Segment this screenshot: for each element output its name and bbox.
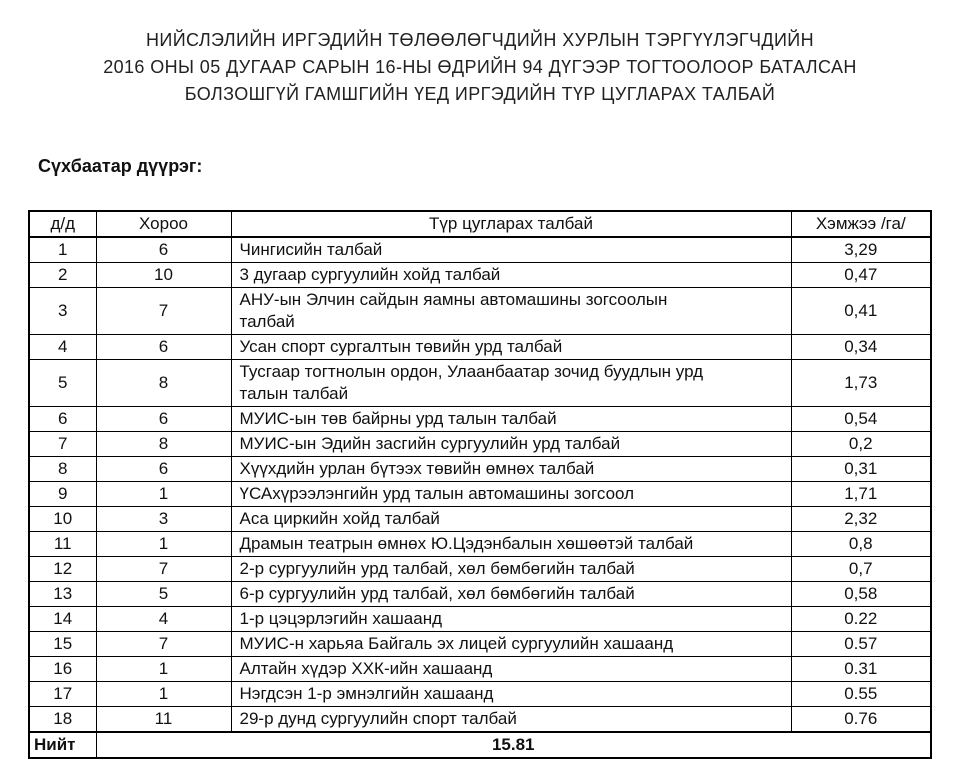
district-heading: Сүхбаатар дүүрэг: [38,156,203,176]
cell-area-name: МУИС-ын Эдийн засгийн сургуулийн урд талбай [231,432,791,457]
cell-size: 3,29 [791,237,931,263]
cell-khoroo: 6 [96,237,231,263]
cell-index: 3 [29,288,96,335]
cell-index: 6 [29,407,96,432]
header-khoroo: Хороо [96,211,231,237]
cell-size: 0,41 [791,288,931,335]
cell-khoroo: 8 [96,360,231,407]
cell-khoroo: 6 [96,335,231,360]
cell-size: 0,34 [791,335,931,360]
cell-index: 17 [29,682,96,707]
cell-index: 12 [29,557,96,582]
cell-area-name: 2-р сургуулийн урд талбай, хөл бөмбөгийн талбай [231,557,791,582]
cell-area-name: Алтайн хүдэр ХХК-ийн хашаанд [231,657,791,682]
cell-size: 0,8 [791,532,931,557]
cell-size: 0,7 [791,557,931,582]
table-total-row [29,732,931,758]
cell-area-name: Усан спорт сургалтын төвийн урд талбай [231,335,791,360]
title-line-3: БОЛЗОШГҮЙ ГАМШГИЙН ҮЕД ИРГЭДИЙН ТҮР ЦУГЛАРАХ ТАЛБАЙ [184,84,776,104]
cell-khoroo: 1 [96,532,231,557]
cell-index: 9 [29,482,96,507]
title-line-2: 2016 ОНЫ 05 ДУГААР САРЫН 16-НЫ ӨДРИЙН 94 ДҮГЭЭР ТОГТООЛООР БАТАЛСАН [103,57,857,77]
cell-khoroo: 11 [96,707,231,733]
cell-area-name: 6-р сургуулийн урд талбай, хөл бөмбөгийн талбай [231,582,791,607]
total-value: 15.81 [96,732,931,758]
table-row [29,557,931,582]
cell-area-name: 3 дугаар сургуулийн хойд талбай [231,263,791,288]
cell-khoroo: 6 [96,457,231,482]
cell-khoroo: 8 [96,432,231,457]
table-row [29,288,931,335]
title-line-1: НИЙСЛЭЛИЙН ИРГЭДИЙН ТӨЛӨӨЛӨГЧДИЙН ХУРЛЫН ТЭРГҮҮЛЭГЧДИЙН [145,30,815,50]
cell-index: 11 [29,532,96,557]
cell-khoroo: 1 [96,482,231,507]
table-row [29,657,931,682]
cell-index: 2 [29,263,96,288]
table-row [29,263,931,288]
cell-area-name: Драмын театрын өмнөх Ю.Цэдэнбалын хөшөөтэй талбай [231,532,791,557]
cell-index: 7 [29,432,96,457]
cell-size: 0,54 [791,407,931,432]
cell-size: 0.57 [791,632,931,657]
cell-area-name: МУИС-н харьяа Байгаль эх лицей сургуулийн хашаанд [231,632,791,657]
cell-index: 5 [29,360,96,407]
cell-khoroo: 7 [96,557,231,582]
table-row [29,457,931,482]
cell-khoroo: 5 [96,582,231,607]
table-row [29,407,931,432]
table-row [29,507,931,532]
assembly-areas-table [28,210,932,759]
cell-area-name: 1-р цэцэрлэгийн хашаанд [231,607,791,632]
cell-khoroo: 6 [96,407,231,432]
table-row [29,532,931,557]
table-row [29,682,931,707]
table-row [29,607,931,632]
cell-size: 0.22 [791,607,931,632]
cell-khoroo: 7 [96,288,231,335]
table-row [29,482,931,507]
cell-index: 8 [29,457,96,482]
document-title [0,0,960,108]
cell-area-name: 29-р дунд сургуулийн спорт талбай [231,707,791,733]
cell-area-name: Аса циркийн хойд талбай [231,507,791,532]
cell-size: 0,31 [791,457,931,482]
cell-area-name: ҮСАхүрээлэнгийн урд талын автомашины зогсоол [231,482,791,507]
table-row [29,707,931,733]
cell-index: 4 [29,335,96,360]
total-label: Нийт [29,732,96,758]
cell-size: 0.76 [791,707,931,733]
cell-area-name: Тусгаар тогтнолын ордон, Улаанбаатар зочид буудлын урд талын талбай [231,360,791,407]
cell-khoroo: 4 [96,607,231,632]
table-row [29,335,931,360]
cell-khoroo: 10 [96,263,231,288]
cell-area-name: МУИС-ын төв байрны урд талын талбай [231,407,791,432]
table-row [29,360,931,407]
table-header-row [29,211,931,237]
cell-size: 0,47 [791,263,931,288]
cell-size: 1,71 [791,482,931,507]
cell-index: 10 [29,507,96,532]
table-row [29,237,931,263]
cell-index: 16 [29,657,96,682]
cell-area-name: АНУ-ын Элчин сайдын яамны автомашины зогсоолын талбай [231,288,791,335]
cell-index: 18 [29,707,96,733]
cell-size: 1,73 [791,360,931,407]
cell-area-name: Чингисийн талбай [231,237,791,263]
cell-size: 0,2 [791,432,931,457]
cell-size: 0.55 [791,682,931,707]
cell-khoroo: 3 [96,507,231,532]
cell-area-name: Нэгдсэн 1-р эмнэлгийн хашаанд [231,682,791,707]
cell-khoroo: 1 [96,682,231,707]
cell-index: 15 [29,632,96,657]
cell-index: 1 [29,237,96,263]
header-index: д/д [29,211,96,237]
table-row [29,582,931,607]
cell-size: 2,32 [791,507,931,532]
cell-size: 0,58 [791,582,931,607]
table-row [29,432,931,457]
header-area-name: Түр цугларах талбай [231,211,791,237]
cell-size: 0.31 [791,657,931,682]
cell-khoroo: 7 [96,632,231,657]
cell-area-name: Хүүхдийн урлан бүтээх төвийн өмнөх талбай [231,457,791,482]
cell-index: 14 [29,607,96,632]
cell-index: 13 [29,582,96,607]
cell-khoroo: 1 [96,657,231,682]
header-size: Хэмжээ /га/ [791,211,931,237]
table-row [29,632,931,657]
